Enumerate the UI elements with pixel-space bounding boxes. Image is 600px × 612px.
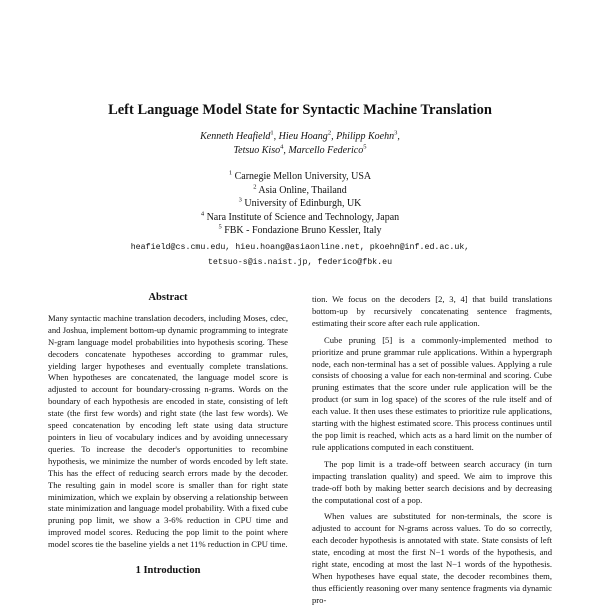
affiliation-item: [100, 184, 500, 198]
affiliation-list: [100, 170, 500, 238]
affiliation-sup: 3: [238, 196, 242, 204]
affiliation-text: Nara Institute of Science and Technology, Japan: [206, 211, 400, 223]
affiliation-text: FBK - Fondazione Bruno Kessler, Italy: [224, 225, 382, 236]
author-sup: 3: [394, 129, 398, 137]
affiliation-item: [100, 211, 500, 225]
paper-title: Left Language Model State for Syntactic Machine Translation: [108, 102, 492, 118]
author-list: Kenneth Heafield$^1$, Hieu Hoang$^2$, Philipp Koehn$^3$, Tetsuo Kiso$^4$, Marcello Federico$^5$: [200, 129, 400, 156]
affiliation-item: [100, 197, 500, 211]
left-column: [48, 292, 288, 577]
body-paragraph: Cube pruning [5] is a commonly-implemented method to prioritize and prune grammar rule applications. Within a hypergraph node, each non-terminal has a set of possible values. Applying a rule consists of choosing a value for each non-terminal and scoring. Cube pruning estimates that the score under rule application will be the product (or sum in log space) of the scores of the rule itself and of each value. It then uses these estimates to prioritize rule applications, starting with the highest estimated score. This process continues until the pop limit is reached, which acts as a hard limit on the number of rule applications computed in each constituent.: [312, 334, 552, 452]
author-sup: 4: [280, 143, 284, 151]
affiliation-sup: 2: [253, 183, 257, 191]
author-sup: 1: [270, 129, 274, 137]
abstract-text: Many syntactic machine translation decoders, including Moses, cdec, and Joshua, implement bottom-up dynamic programming to integrate N-gram language model probabilities into hypothesis scoring. These decoders concatenate hypotheses according to grammar rules, yielding larger hypotheses and eventually complete translations. When hypotheses are concatenated, the language model score is adjusted to account for boundary-crossing n-grams. Words on the boundary of each hypothesis are encoded in state, consisting of left state (the first few words) and right state (the last few words). We speed concatenation by encoding left state using data structure pointers in lieu of vocabulary indices and by avoiding unnecessary queries. To increase the decoder's opportunities to recombine hypothesis, we minimize the number of words encoded by left state. This has the effect of reducing search errors made by the decoder. The resulting gain in model score is smaller than for right state minimization, which we explain by observing a relationship between state minimization and language model probability. With a fixed cube pruning pop limit, we show a 3-6% reduction in CPU time and improved model scores. Reducing the pop limit to the point where model scores tie the baseline yields a net 11% reduction in CPU time.: [48, 312, 288, 550]
email-line: tetsuo-s@is.naist.jp, federico@fbk.eu: [207, 258, 393, 267]
affiliation-text: Asia Online, Thailand: [258, 184, 347, 196]
affiliation-item: [100, 170, 500, 184]
section-heading: 1 Introduction: [135, 565, 201, 577]
author-name: Marcello Federico: [288, 145, 364, 156]
author-sup: 5: [363, 143, 367, 151]
author-name: Tetsuo Kiso: [233, 145, 281, 156]
body-paragraph: When values are substituted for non-terminals, the score is adjusted to account for N-grams across values. To do so correctly, each decoder hypothesis is annotated with state. State consists of left state, encoding at most the first N−1 words of the hypothesis, and right state, encoding at most the last N−1 words of the hypothesis. When hypotheses have equal state, the decoder recombines them, thus efficiently reasoning over many sentence fragments via dynamic pro-: [312, 511, 552, 605]
affiliation-sup: 5: [218, 223, 222, 231]
affiliation-text: University of Edinburgh, UK: [244, 198, 362, 209]
author-name: Hieu Hoang: [278, 131, 328, 142]
affiliation-item: [100, 224, 500, 238]
author-name: Kenneth Heafield: [200, 131, 271, 142]
affiliation-sup: 4: [200, 210, 205, 218]
author-name: Philipp Koehn: [336, 131, 395, 142]
affiliation-sup: 1: [228, 169, 233, 177]
author-sup: 2: [327, 129, 332, 137]
email-block: [60, 240, 540, 270]
affiliation-text: Carnegie Mellon University, USA: [234, 171, 372, 182]
abstract-heading: Abstract: [148, 292, 188, 303]
right-column: [312, 294, 552, 612]
body-paragraph: tion. We focus on the decoders [2, 3, 4] that build translations bottom-up by recursively concatenating sentence fragments, estimating their score after each rule application.: [312, 294, 552, 328]
email-line: heafield@cs.cmu.edu, hieu.hoang@asiaonline.net, pkoehn@inf.ed.ac.uk,: [130, 243, 470, 252]
body-paragraph: The pop limit is a trade-off between search accuracy (in turn impacting translation quality) and speed. We aim to improve this trade-off both by making better search decisions and by decreasing the computational cost of a pop.: [312, 458, 552, 505]
